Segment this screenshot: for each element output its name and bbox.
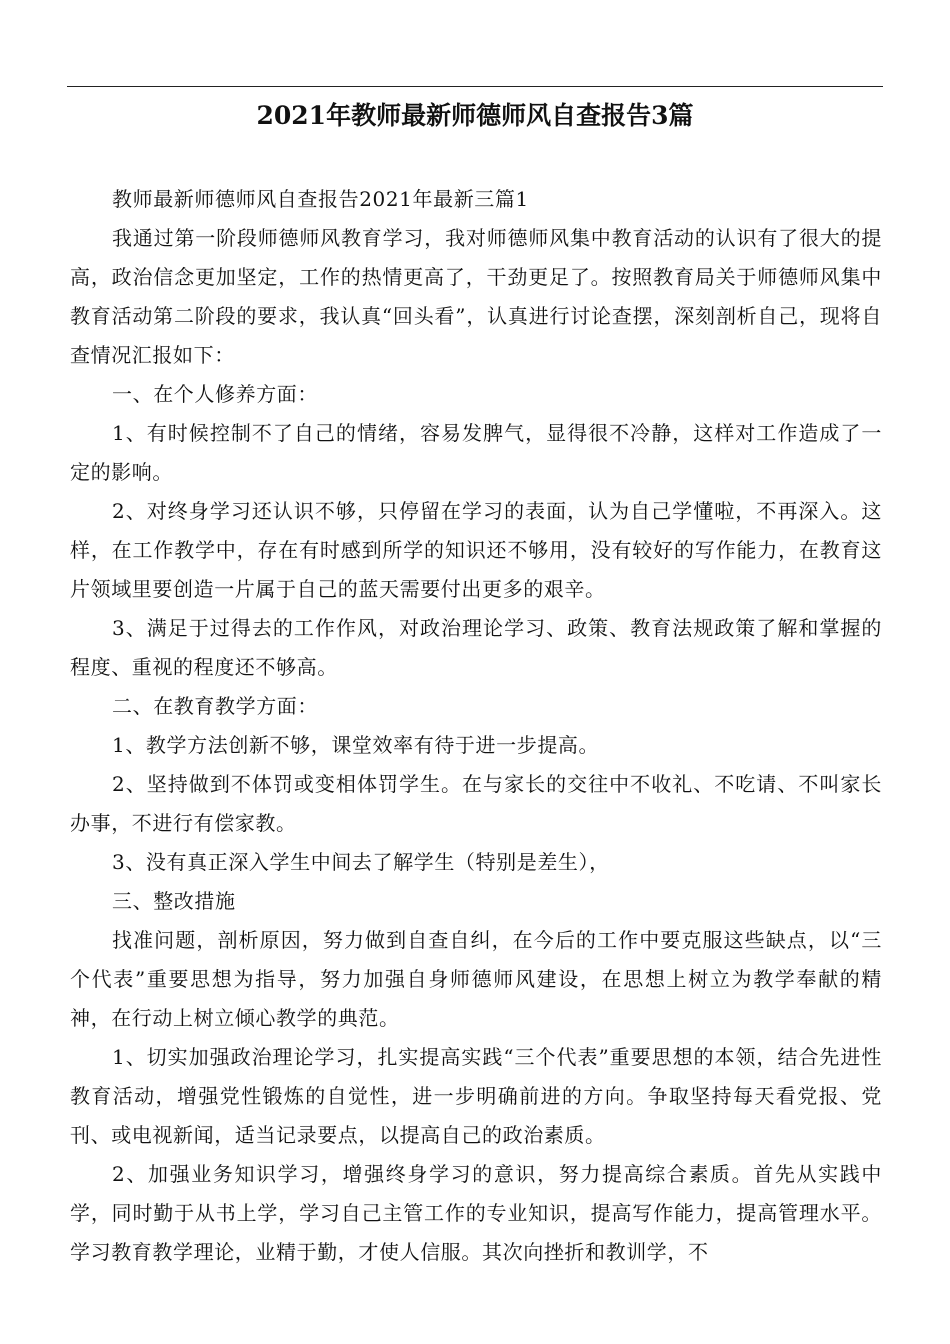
section-heading-measures: 三、整改措施 [112, 889, 236, 913]
personal-item-2: 2、对终身学习还认识不够，只停留在学习的表面，认为自己学懂啦，不再深入。这样，在工作教学中，存在有时感到所学的知识还不够用，没有较好的写作能力，在教育这片领域里要创造一片属于自己的蓝天需要付出更多的艰辛。 [70, 499, 882, 601]
personal-item-3: 3、满足于过得去的工作作风，对政治理论学习、政策、教育法规政策了解和掌握的程度、重视的程度还不够高。 [70, 616, 882, 679]
document-body [70, 180, 882, 1272]
personal-item-1: 1、有时候控制不了自己的情绪，容易发脾气，显得很不冷静，这样对工作造成了一定的影响。 [70, 421, 882, 484]
section-heading-personal: 一、在个人修养方面： [112, 382, 318, 406]
document-title: 2021年教师最新师德师风自查报告3篇 [256, 101, 694, 130]
section-heading-teaching: 二、在教育教学方面： [112, 694, 318, 718]
measures-item-1: 1、切实加强政治理论学习，扎实提高实践“三个代表”重要思想的本领，结合先进性教育活动，增强党性锻炼的自觉性，进一步明确前进的方向。争取坚持每天看党报、党刊、或电视新闻，适当记录要点，以提高自己的政治素质。 [70, 1045, 882, 1147]
teaching-item-2: 2、坚持做到不体罚或变相体罚学生。在与家长的交往中不收礼、不吃请、不叫家长办事，不进行有偿家教。 [70, 772, 882, 835]
teaching-item-1: 1、教学方法创新不够，课堂效率有待于进一步提高。 [112, 733, 600, 757]
teaching-item-3: 3、没有真正深入学生中间去了解学生（特别是差生）， [112, 850, 610, 874]
measures-item-2: 2、加强业务知识学习，增强终身学习的意识，努力提高综合素质。首先从实践中学，同时勤于从书上学，学习自己主管工作的专业知识，提高写作能力，提高管理水平。学习教育教学理论，业精于勤，才使人信服。其次向挫折和教训学，不 [70, 1162, 882, 1264]
header-rule [67, 86, 883, 87]
measures-intro: 找准问题，剖析原因，努力做到自查自纠，在今后的工作中要克服这些缺点，以“三个代表”重要思想为指导，努力加强自身师德师风建设，在思想上树立为教学奉献的精神，在行动上树立倾心教学的典范。 [70, 928, 882, 1030]
subtitle-paragraph: 教师最新师德师风自查报告2021年最新三篇1 [112, 187, 529, 211]
intro-paragraph: 我通过第一阶段师德师风教育学习，我对师德师风集中教育活动的认识有了很大的提高，政治信念更加坚定，工作的热情更高了，干劲更足了。按照教育局关于师德师风集中教育活动第二阶段的要求，我认真“回头看”，认真进行讨论查摆，深刻剖析自己，现将自查情况汇报如下： [70, 226, 882, 367]
